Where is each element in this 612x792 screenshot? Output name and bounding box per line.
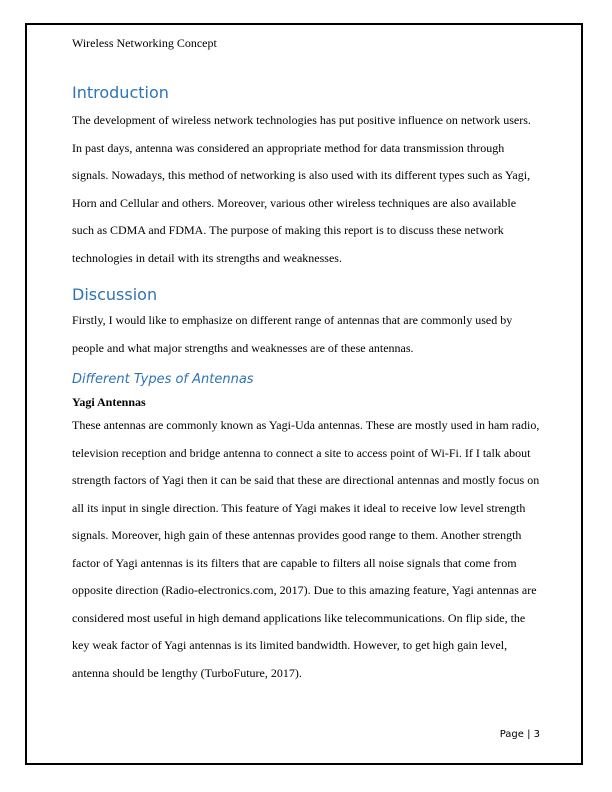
introduction-heading: Introduction: [72, 83, 169, 102]
document-header: Wireless Networking Concept: [72, 36, 217, 50]
yagi-subheading: Yagi Antennas: [72, 395, 146, 409]
discussion-paragraph: Firstly, I would like to emphasize on different range of antennas that are commonly used by people and what major strengths and weaknesses are of these antennas.: [72, 313, 513, 355]
yagi-paragraph: These antennas are commonly known as Yagi-Uda antennas. These are mostly used in ham radio, television reception and bridge antenna to connect a site to access point of Wi-Fi. If I talk about strength factors of Yagi then it can be said that these are directional antennas and mostly focus on all its input in single direction. This feature of Yagi makes it ideal to receive low level strength signals. Moreover, high gain of these antennas provides good range to them. Another strength factor of Yagi antennas is its filters that are capable to filters all noise signals that come from opposite direction (Radio-electronics.com, 2017). Due to this amazing feature, Yagi antennas are considered most useful in high demand applications like telecommunications. On flip side, the key weak factor of Yagi antennas is its limited bandwidth. However, to get high gain level, antenna should be lengthy (TurboFuture, 2017).: [72, 418, 540, 680]
page-number: Page | 3: [499, 729, 540, 740]
discussion-heading: Discussion: [72, 285, 158, 304]
introduction-paragraph: The development of wireless network technologies has put positive influence on network users. In past days, antenna was considered an appropriate method for data transmission through signals. Nowadays, this method of networking is also used with its different types such as Yagi, Horn and Cellular and others. Moreover, various other wireless techniques are also available such as CDMA and FDMA. The purpose of making this report is to discuss these network technologies in detail with its strengths and weaknesses.: [72, 113, 531, 265]
antenna-types-heading: Different Types of Antennas: [72, 372, 254, 387]
document-body: [72, 82, 540, 687]
